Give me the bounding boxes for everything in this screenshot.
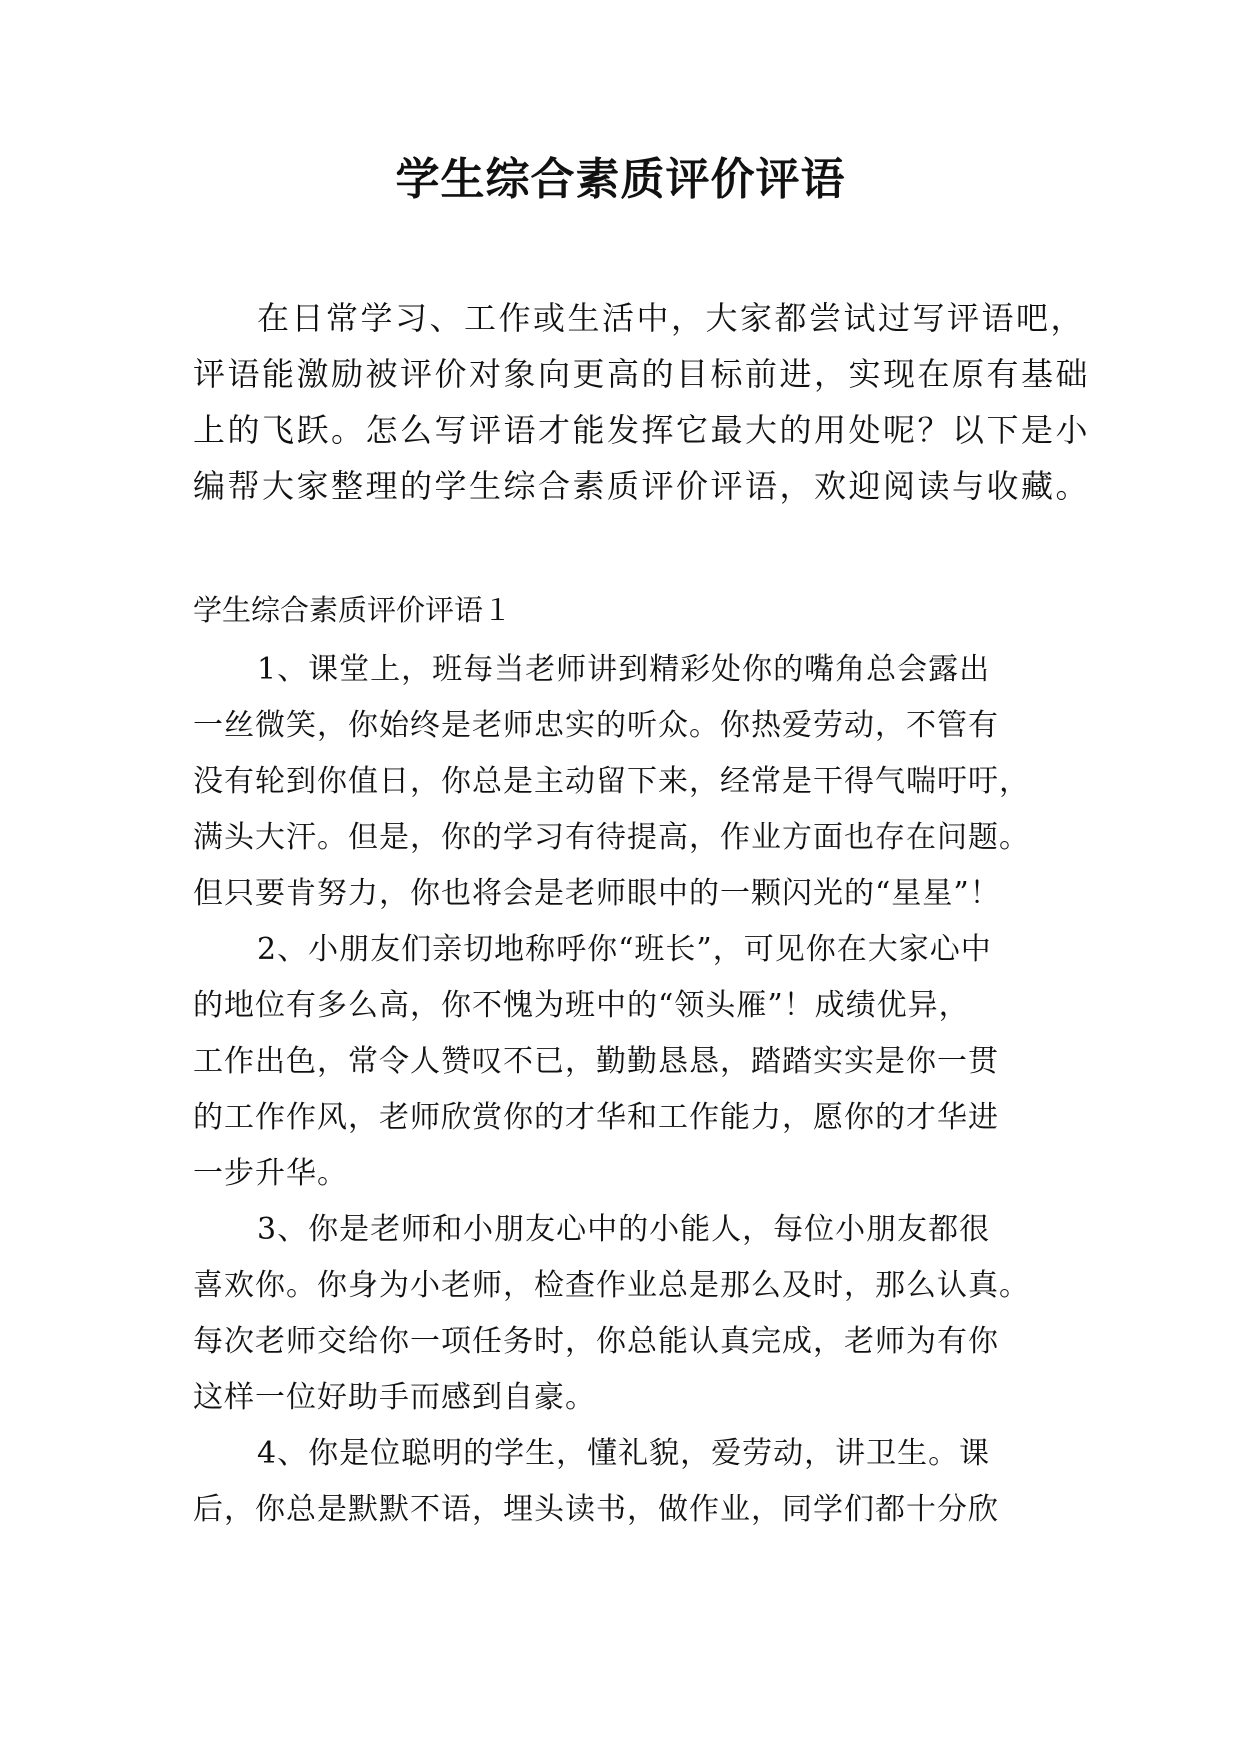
comment-item-4 [193, 1426, 1073, 1538]
comment-item-2 [193, 922, 1073, 1202]
intro-line: 上的飞跃。怎么写评语才能发挥它最大的用处呢？以下是小 [193, 411, 1091, 449]
comment-item-1 [193, 642, 1073, 922]
comment-line: 没有轮到你值日，你总是主动留下来，经常是干得气喘吁吁， [193, 764, 1030, 799]
comment-line: 每次老师交给你一项任务时，你总能认真完成，老师为有你 [193, 1324, 999, 1359]
comment-line: 3、你是老师和小朋友心中的小能人，每位小朋友都很 [257, 1212, 991, 1247]
comment-line: 一丝微笑，你始终是老师忠实的听众。你热爱劳动，不管有 [193, 708, 999, 743]
comment-line: 2、小朋友们亲切地称呼你“班长”，可见你在大家心中 [257, 932, 992, 967]
section-heading: 学生综合素质评价评语１ [193, 593, 513, 627]
comment-line: 这样一位好助手而感到自豪。 [193, 1380, 596, 1415]
intro-line: 评语能激励被评价对象向更高的目标前进，实现在原有基础 [193, 355, 1091, 393]
comment-line: 工作出色，常令人赞叹不已，勤勤恳恳，踏踏实实是你一贯 [193, 1044, 999, 1079]
comment-line: 喜欢你。你身为小老师，检查作业总是那么及时，那么认真。 [193, 1268, 1030, 1303]
intro-line: 在日常学习、工作或生活中，大家都尝试过写评语吧， [257, 299, 1086, 337]
comment-line: 满头大汗。但是，你的学习有待提高，作业方面也存在问题。 [193, 820, 1030, 855]
comment-item-3 [193, 1202, 1073, 1426]
comment-line: 一步升华。 [193, 1156, 348, 1191]
comment-line: 的地位有多么高，你不愧为班中的“领头雁”！成绩优异， [193, 988, 970, 1023]
comment-section [193, 582, 1073, 1538]
intro-line: 编帮大家整理的学生综合素质评价评语，欢迎阅读与收藏。 [193, 467, 1091, 505]
intro-paragraph [193, 290, 1091, 514]
comment-line: 后，你总是默默不语，埋头读书，做作业，同学们都十分欣 [193, 1492, 999, 1527]
comment-line: 1、课堂上，班每当老师讲到精彩处你的嘴角总会露出 [257, 652, 991, 687]
comment-line: 4、你是位聪明的学生，懂礼貌，爱劳动，讲卫生。课 [257, 1436, 991, 1471]
page-title: 学生综合素质评价评语 [395, 154, 846, 205]
comment-line: 的工作作风，老师欣赏你的才华和工作能力，愿你的才华进 [193, 1100, 999, 1135]
comment-line: 但只要肯努力，你也将会是老师眼中的一颗闪光的“星星”！ [193, 876, 1001, 911]
